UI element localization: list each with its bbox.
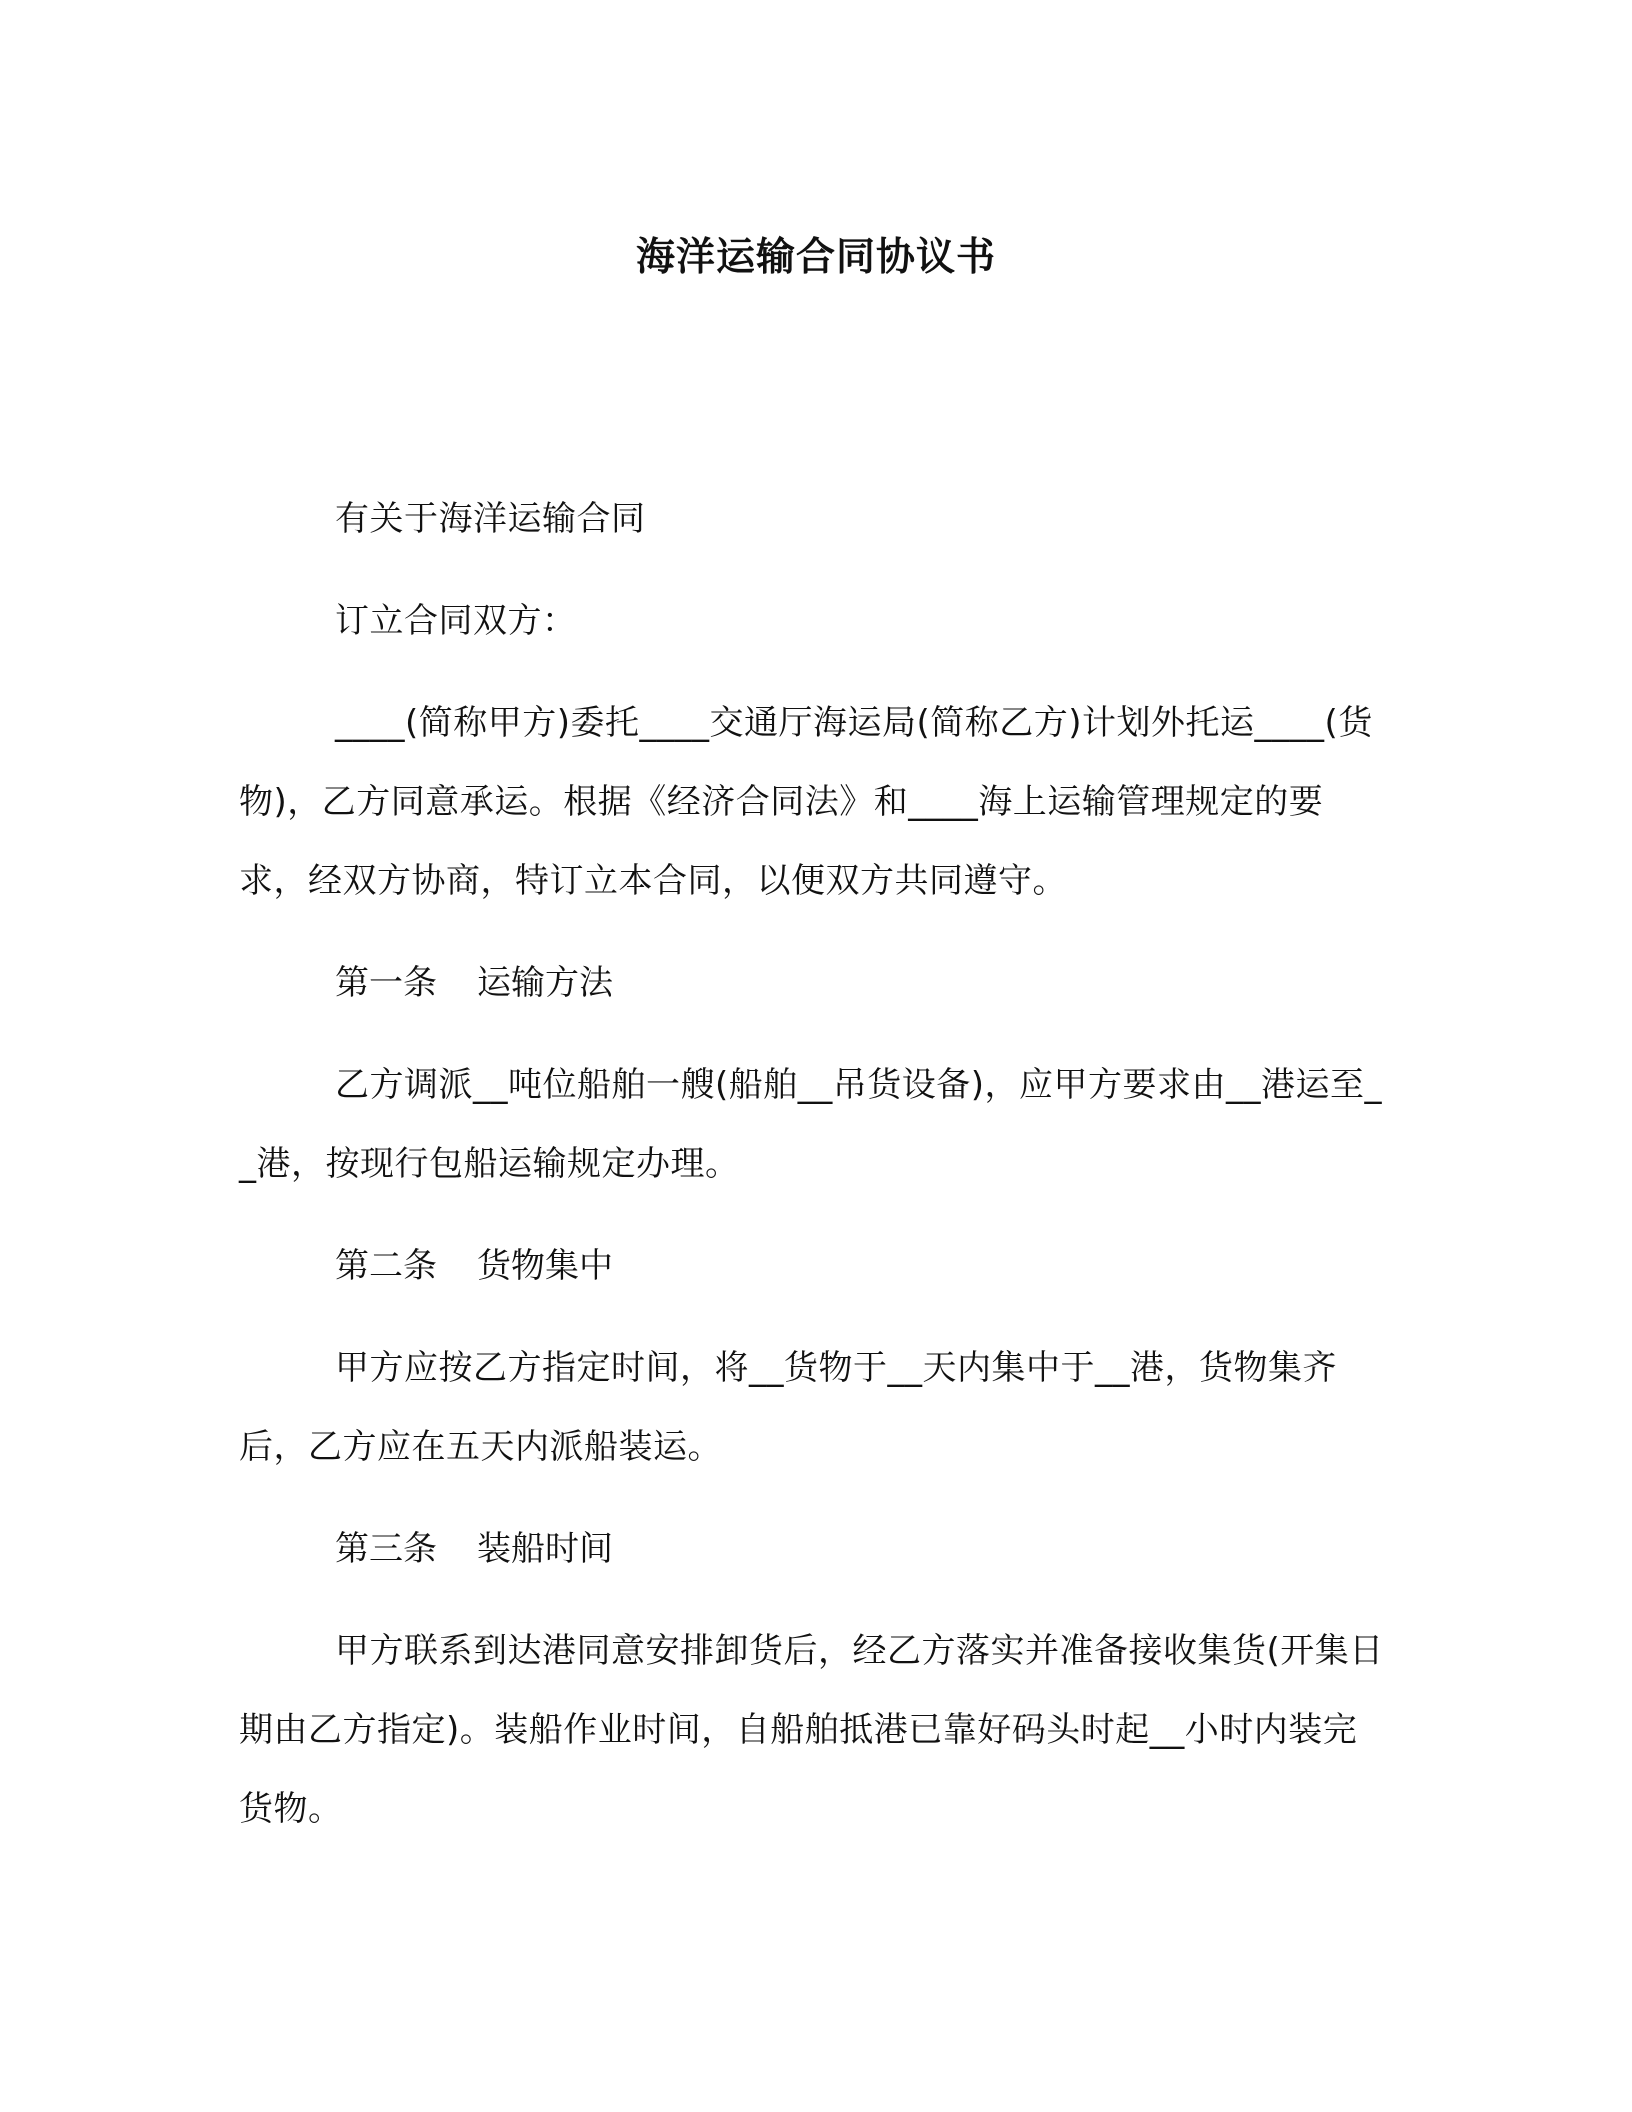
article-3-title: 装船时间	[477, 1529, 613, 1569]
document-title: 海洋运输合同协议书	[635, 235, 996, 280]
parties-label: 订立合同双方：	[335, 601, 577, 641]
article-2-heading	[239, 1227, 1389, 1306]
article-2-title: 货物集中	[477, 1246, 613, 1286]
preamble-paragraph: ____(简称甲方)委托____交通厅海运局(简称乙方)计划外托运____(货物)，乙方同意承运。根据《经济合同法》和____海上运输管理规定的要求，经双方协商，特订立本合同，以便双方共同遵守。	[239, 703, 1373, 901]
article-3-text: 甲方联系到达港同意安排卸货后，经乙方落实并准备接收集货(开集日期由乙方指定)。装船作业时间，自船舶抵港已靠好码头时起__小时内装完货物。	[239, 1631, 1384, 1829]
intro-line: 有关于海洋运输合同	[335, 499, 646, 539]
article-1-heading	[239, 944, 1389, 1023]
document-body	[239, 480, 1389, 1872]
article-2-number: 第二条	[335, 1246, 437, 1286]
article-3-heading	[239, 1510, 1389, 1589]
article-1-number: 第一条	[335, 963, 437, 1003]
article-3-number: 第三条	[335, 1529, 437, 1569]
article-1-title: 运输方法	[477, 963, 613, 1003]
article-2-text: 甲方应按乙方指定时间，将__货物于__天内集中于__港，货物集齐后，乙方应在五天内派船装运。	[239, 1348, 1337, 1467]
article-1-text: 乙方调派__吨位船舶一艘(船舶__吊货设备)，应甲方要求由__港运至__港，按现行包船运输规定办理。	[239, 1065, 1383, 1184]
